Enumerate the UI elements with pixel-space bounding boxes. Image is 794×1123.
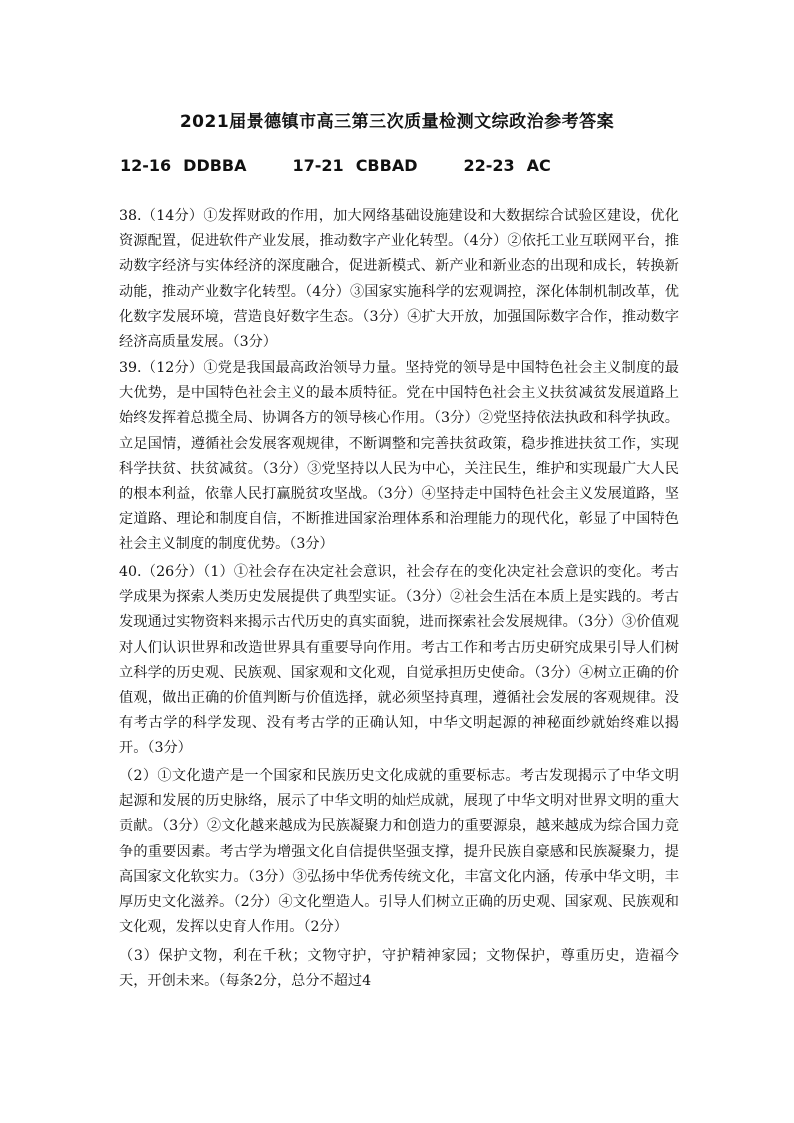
answer-letters: CBBAD <box>355 156 418 175</box>
question-40-part-3-answer: （3）保护文物，利在千秋；文物守护，守护精神家园；文物保护，尊重历史，造福今天，开创未来。（每条2分，总分不超过4 <box>119 948 679 990</box>
answer-letters: AC <box>526 156 551 175</box>
answer-group-17-21 <box>293 156 418 175</box>
answer-range: 22-23 <box>463 156 515 175</box>
answer-group-22-23 <box>463 156 550 175</box>
answer-letters: DDBBA <box>183 156 247 175</box>
answer-group-12-16 <box>120 156 247 175</box>
answer-range: 17-21 <box>292 156 344 175</box>
question-40-part-1-answer: 40.（26分）（1）①社会存在决定社会意识，社会存在的变化决定社会意识的变化。考古学成果为探索人类历史发展提供了典型实证。（3分）②社会生活在本质上是实践的。考古发现通过实物资料来揭示古代历史的真实面貌，进而探索社会发展规律。（3分）③价值观对人们认识世界和改造世界具有重要导向作用。考古工作和考古历史研究成果引导人们树立科学的历史观、民族观、国家观和文化观，自觉承担历史使命。（3分）④树立正确的价值观，做出正确的价值判断与价值选择，就必须坚持真理，遵循社会发展的客观规律。没有考古学的科学发现、没有考古学的正确认知，中华文明起源的神秘面纱就始终难以揭开。（3分） <box>119 564 679 757</box>
question-40-part-2-answer: （2）①文化遗产是一个国家和民族历史文化成就的重要标志。考古发现揭示了中华文明起源和发展的历史脉络，展示了中华文明的灿烂成就，展现了中华文明对世界文明的重大贡献。（3分）②文化越来越成为民族凝聚力和创造力的重要源泉，越来越成为综合国力竞争的重要因素。考古学为增强文化自信提供坚强支撑，提升民族自豪感和民族凝聚力，提高国家文化软实力。（3分）③弘扬中华优秀传统文化，丰富文化内涵，传承中华文明，丰厚历史文化滋养。（2分）④文化塑造人。引导人们树立正确的历史观、国家观、民族观和文化观，发挥以史育人作用。（2分） <box>119 768 679 936</box>
page-title: 2021届景德镇市高三第三次质量检测文综政治参考答案 <box>179 112 615 132</box>
question-39-answer: 39.（12分）①党是我国最高政治领导力量。坚持党的领导是中国特色社会主义制度的最大优势，是中国特色社会主义的最本质特征。党在中国特色社会主义扶贫减贫发展道路上始终发挥着总揽全局、协调各方的领导核心作用。（3分）②党坚持依法执政和科学执政。立足国情，遵循社会发展客观规律，不断调整和完善扶贫政策，稳步推进扶贫工作，实现科学扶贫、扶贫减贫。（3分）③党坚持以人民为中心，关注民生，维护和实现最广大人民的根本利益，依靠人民打赢脱贫攻坚战。（3分）④坚持走中国特色社会主义发展道路，坚定道路、理论和制度自信，不断推进国家治理体系和治理能力的现代化，彰显了中国特色社会主义制度的制度优势。（3分） <box>119 360 679 553</box>
answer-range: 12-16 <box>120 156 172 175</box>
question-38-answer: 38.（14分）①发挥财政的作用，加大网络基础设施建设和大数据综合试验区建设，优化资源配置，促进软件产业发展，推动数字产业化转型。（4分）②依托工业互联网平台，推动数字经济与实体经济的深度融合，促进新模式、新产业和新业态的出现和成长，转换新动能，推动产业数字化转型。（4分）③国家实施科学的宏观调控，深化体制机制改革，优化数字发展环境，营造良好数字生态。（3分）④扩大开放，加强国际数字合作，推动数字经济高质量发展。（3分） <box>119 208 679 351</box>
multiple-choice-answers <box>120 156 597 175</box>
